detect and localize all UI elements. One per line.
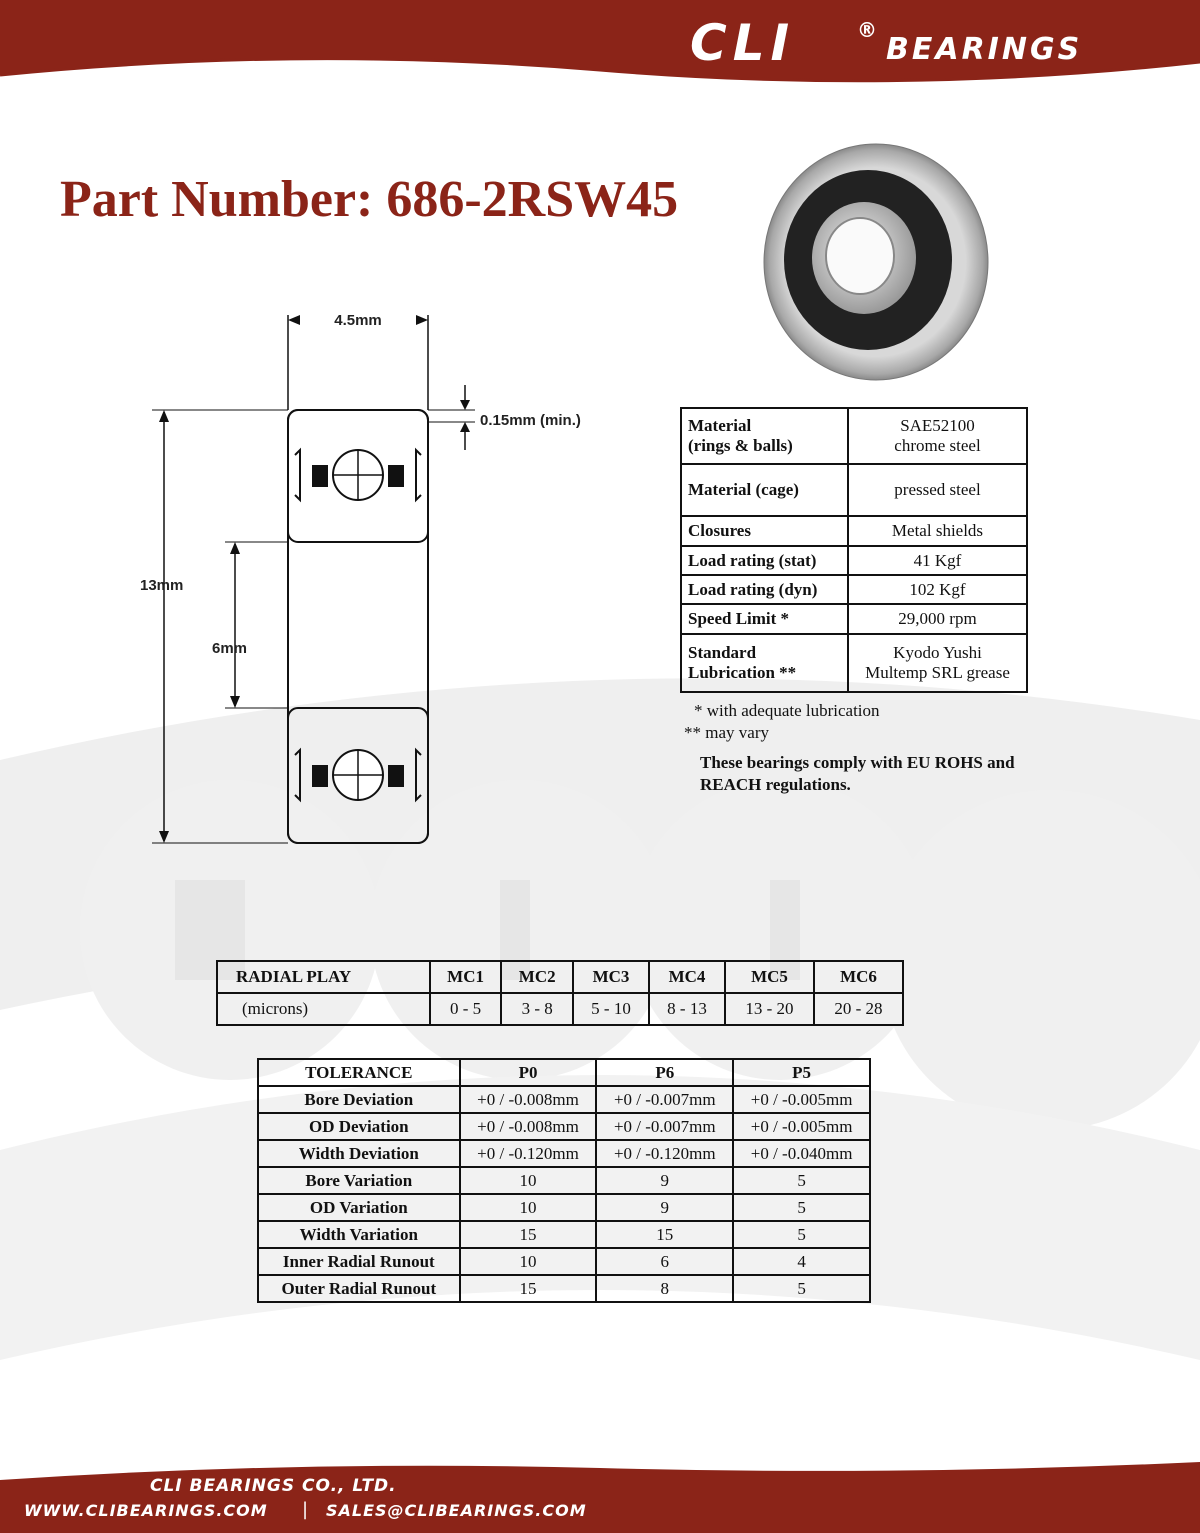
spec-value: 29,000 rpm — [848, 604, 1027, 634]
tolerance-value: +0 / -0.120mm — [460, 1140, 597, 1167]
tolerance-value: 5 — [733, 1167, 870, 1194]
tolerance-column-header: P6 — [596, 1059, 733, 1086]
tolerance-value: 5 — [733, 1194, 870, 1221]
tolerance-value: 15 — [460, 1275, 597, 1302]
tolerance-value: +0 / -0.005mm — [733, 1086, 870, 1113]
tolerance-value: +0 / -0.040mm — [733, 1140, 870, 1167]
clearance-dimension-label: 0.15mm (min.) — [480, 412, 581, 429]
tolerance-value: 10 — [460, 1248, 597, 1275]
tolerance-value: 6 — [596, 1248, 733, 1275]
spec-row — [681, 575, 1027, 604]
tolerance-row — [258, 1221, 870, 1248]
radial-play-unit: (microns) — [217, 993, 430, 1025]
tolerance-row — [258, 1167, 870, 1194]
tolerance-value: 9 — [596, 1167, 733, 1194]
tolerance-value: 5 — [733, 1275, 870, 1302]
tolerance-row-label: Width Variation — [258, 1221, 460, 1248]
spec-row — [681, 634, 1027, 692]
spec-row — [681, 604, 1027, 634]
tolerance-value: +0 / -0.008mm — [460, 1113, 597, 1140]
radial-play-value: 5 - 10 — [573, 993, 649, 1025]
tolerance-column-header: P5 — [733, 1059, 870, 1086]
radial-play-header: RADIAL PLAY — [217, 961, 430, 993]
tolerance-value: 5 — [733, 1221, 870, 1248]
spec-row — [681, 464, 1027, 516]
spec-value: Kyodo Yushi Multemp SRL grease — [848, 634, 1027, 692]
tolerance-row — [258, 1113, 870, 1140]
tolerance-value: 15 — [596, 1221, 733, 1248]
radial-play-value: 20 - 28 — [814, 993, 903, 1025]
footer-company-name: CLI BEARINGS CO., LTD. — [150, 1476, 397, 1496]
spec-value: SAE52100 chrome steel — [848, 408, 1027, 464]
tolerance-column-header: TOLERANCE — [258, 1059, 460, 1086]
tolerance-value: 10 — [460, 1167, 597, 1194]
radial-play-column-header: MC3 — [573, 961, 649, 993]
spec-label: Closures — [681, 516, 848, 546]
tolerance-value: 8 — [596, 1275, 733, 1302]
footer-band — [0, 1460, 1200, 1533]
radial-play-column-header: MC6 — [814, 961, 903, 993]
tolerance-value: 15 — [460, 1221, 597, 1248]
spec-label: Material (cage) — [681, 464, 848, 516]
note-may-vary: ** may vary — [684, 723, 769, 742]
bearing-cross-section-drawing — [130, 300, 650, 870]
spec-value: 102 Kgf — [848, 575, 1027, 604]
od-dimension-label: 13mm — [140, 577, 184, 594]
brand-logo-cli: CLI — [690, 14, 796, 72]
tolerance-row-label: Width Deviation — [258, 1140, 460, 1167]
brand-logo-bearings: BEARINGS — [886, 32, 1083, 67]
compliance-statement: These bearings comply with EU ROHS and REACH regulations. — [700, 753, 1015, 794]
tolerance-table — [257, 1058, 871, 1303]
radial-play-table — [216, 960, 904, 1026]
tolerance-value: +0 / -0.007mm — [596, 1086, 733, 1113]
radial-play-value: 3 - 8 — [501, 993, 573, 1025]
part-number-title: Part Number: 686-2RSW45 — [60, 171, 679, 228]
tolerance-row-label: Bore Variation — [258, 1167, 460, 1194]
radial-play-value: 13 - 20 — [725, 993, 814, 1025]
tolerance-value: +0 / -0.007mm — [596, 1113, 733, 1140]
tolerance-value: 4 — [733, 1248, 870, 1275]
tolerance-value: +0 / -0.120mm — [596, 1140, 733, 1167]
spec-label: Load rating (stat) — [681, 546, 848, 575]
radial-play-value: 8 - 13 — [649, 993, 725, 1025]
tolerance-row-label: Inner Radial Runout — [258, 1248, 460, 1275]
spec-label: Standard Lubrication ** — [681, 634, 848, 692]
spec-value: 41 Kgf — [848, 546, 1027, 575]
tolerance-value: +0 / -0.005mm — [733, 1113, 870, 1140]
spec-label: Material (rings & balls) — [681, 408, 848, 464]
width-dimension-label: 4.5mm — [334, 312, 382, 329]
spec-row — [681, 546, 1027, 575]
radial-play-column-header: MC5 — [725, 961, 814, 993]
tolerance-row-label: OD Variation — [258, 1194, 460, 1221]
radial-play-value: 0 - 5 — [430, 993, 502, 1025]
footer-website-link[interactable]: WWW.CLIBEARINGS.COM — [24, 1501, 268, 1520]
radial-play-column-header: MC2 — [501, 961, 573, 993]
tolerance-value: 10 — [460, 1194, 597, 1221]
tolerance-column-header: P0 — [460, 1059, 597, 1086]
tolerance-row-label: Outer Radial Runout — [258, 1275, 460, 1302]
specifications-table — [680, 407, 1028, 693]
tolerance-row — [258, 1194, 870, 1221]
spec-value: Metal shields — [848, 516, 1027, 546]
footer-email-link[interactable]: SALES@CLIBEARINGS.COM — [326, 1501, 587, 1520]
radial-play-column-header: MC1 — [430, 961, 502, 993]
footer-separator: | — [302, 1499, 309, 1520]
tolerance-value: 9 — [596, 1194, 733, 1221]
tolerance-value: +0 / -0.008mm — [460, 1086, 597, 1113]
tolerance-row — [258, 1248, 870, 1275]
spec-value: pressed steel — [848, 464, 1027, 516]
spec-row — [681, 516, 1027, 546]
tolerance-row-label: OD Deviation — [258, 1113, 460, 1140]
tolerance-row — [258, 1140, 870, 1167]
bearing-photo — [756, 142, 996, 382]
tolerance-row-label: Bore Deviation — [258, 1086, 460, 1113]
tolerance-row — [258, 1275, 870, 1302]
bore-dimension-label: 6mm — [212, 640, 248, 657]
tolerance-row — [258, 1086, 870, 1113]
note-lubrication: * with adequate lubrication — [694, 701, 880, 720]
registered-mark: ® — [857, 18, 877, 42]
spec-row — [681, 408, 1027, 464]
spec-label: Load rating (dyn) — [681, 575, 848, 604]
spec-label: Speed Limit * — [681, 604, 848, 634]
radial-play-column-header: MC4 — [649, 961, 725, 993]
notes — [684, 700, 880, 744]
